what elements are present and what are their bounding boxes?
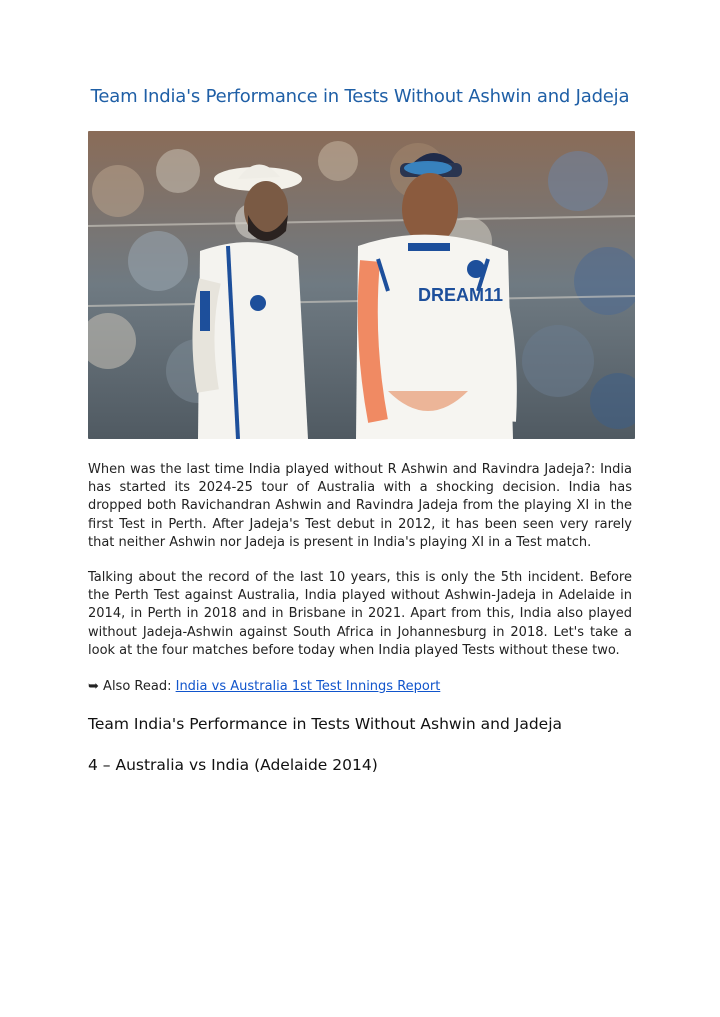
also-read-line (88, 678, 440, 696)
jersey-sponsor-text: DREAM11 (418, 285, 504, 305)
page-title: Team India's Performance in Tests Without Ashwin and Jadeja (90, 86, 630, 107)
also-read-link[interactable]: India vs Australia 1st Test Innings Report (175, 679, 441, 694)
also-read-label: Also Read: (103, 679, 172, 694)
hero-image (88, 131, 635, 439)
intro-paragraph: When was the last time India played without R Ashwin and Ravindra Jadeja?: India has started its 2024-25 tour of Australia with a shocking decision. India has dropped both Ravichandran Ashwin and Ravindra Jadeja from the playing XI in the first Test in Perth. After Jadeja's Test debut in 2012, it has been seen very rarely that neither Ashwin nor Jadeja is present in India's playing XI in a Test match. (88, 462, 632, 550)
record-paragraph: Talking about the record of the last 10 years, this is only the 5th incident. Before the Perth Test against Australia, India played without Ashwin-Jadeja in Adelaide in 2014, in Perth in 2018 and in Brisbane in 2021. Apart from this, India also played without Jadeja-Ashwin against South Africa in Johannesburg in 2018. Let's take a look at the four matches before today when India played Tests without these two. (88, 570, 632, 658)
section-subheading: Team India's Performance in Tests Without Ashwin and Jadeja (88, 715, 563, 733)
match-heading: 4 – Australia vs India (Adelaide 2014) (88, 756, 378, 774)
arrow-icon: ➥ (88, 679, 99, 694)
